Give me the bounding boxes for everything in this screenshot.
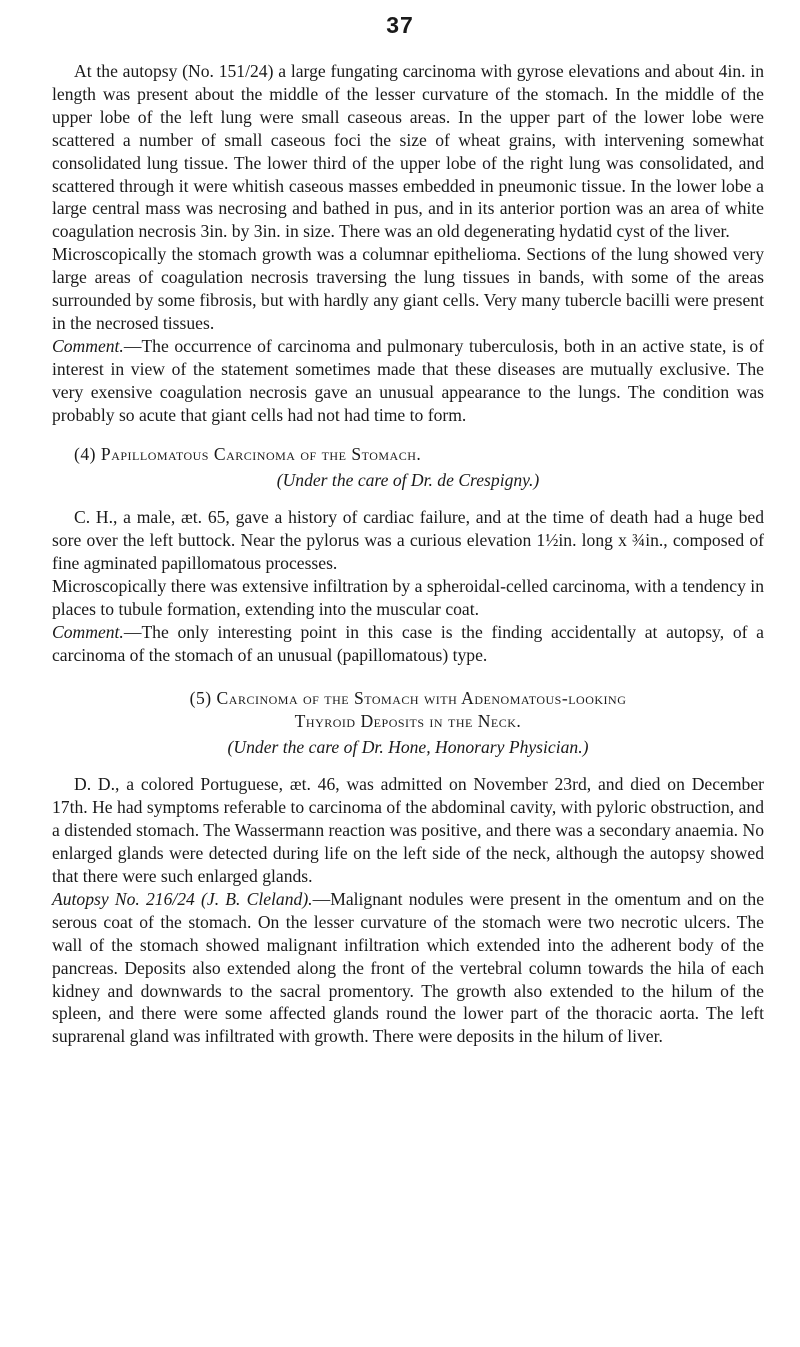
- section-5-autopsy-paragraph: [52, 888, 764, 1048]
- section-4-comment-paragraph: [52, 621, 764, 667]
- section-4-comment-text: —The only interesting point in this case is the finding accidentally at autopsy, of a carcinoma of the stomach of an unusual (papillomatous) type.: [52, 621, 764, 665]
- section-4-heading: (4) Papillomatous Carcinoma of the Stomach.: [74, 443, 422, 464]
- section-5-case-paragraph: D. D., a colored Portuguese, æt. 46, was admitted on November 23rd, and died on December 17th. He had symptoms referable to carcinoma of the abdominal cavity, with pyloric obstruction, and a distended stomach. The Wassermann reaction was positive, and there was a secondary anaemia. No enlarged glands were detected during life on the left side of the neck, although the autopsy showed that there were such enlarged glands.: [52, 774, 764, 886]
- section-5-care-line: (Under the care of Dr. Hone, Honorary Physician.): [227, 737, 589, 758]
- section-5-autopsy-label: Autopsy No. 216/24 (J. B. Cleland).: [52, 888, 313, 909]
- comment-text: —The occurrence of carcinoma and pulmonary tuberculosis, both in an active state, is of interest in view of the statement sometimes made that these diseases are mutually exclusive. The very exensive coagulation necrosis gave an unusual appearance to the lungs. The condition was probably so acute that giant cells had not had time to form.: [52, 335, 764, 425]
- section-4-care-line: (Under the care of Dr. de Crespigny.): [276, 470, 540, 491]
- section-5-heading: [52, 687, 764, 733]
- document-body: [52, 60, 764, 1048]
- comment-label: Comment.: [52, 335, 124, 356]
- section-4-microscopic-paragraph: Microscopically there was extensive infiltration by a spheroidal-celled carcinoma, with a tendency in places to tubule formation, extending into the muscular coat.: [52, 576, 764, 619]
- microscopic-paragraph: Microscopically the stomach growth was a columnar epithelioma. Sections of the lung showed very large areas of coagulation necrosis traversing the lung tissues in bands, with some of the areas surrounded by some fibrosis, but with hardly any giant cells. Very many tubercle bacilli were present in the necrosed tissues.: [52, 244, 764, 333]
- section-5-heading-line-1: (5) Carcinoma of the Stomach with Adenomatous-looking: [189, 687, 627, 708]
- section-5-heading-line-2: Thyroid Deposits in the Neck.: [294, 710, 522, 731]
- comment-paragraph: [52, 335, 764, 427]
- section-5-autopsy-text: —Malignant nodules were present in the omentum and on the serous coat of the stomach. On the lesser curvature of the stomach were two necrotic ulcers. The wall of the stomach showed malignant infiltration which extended into the adherent body of the pancreas. Deposits also extended along the front of the vertebral column towards the hila of each kidney and downwards to the sacral promentory. The growth also extended to the hilum of the spleen, and there were some affected glands round the lower part of the thoracic aorta. The left suprarenal gland was infiltrated with growth. There were deposits in the hilum of liver.: [52, 888, 765, 1047]
- section-4-comment-label: Comment.: [52, 621, 124, 642]
- page-number: 37: [386, 12, 414, 38]
- section-4-case-paragraph: C. H., a male, æt. 65, gave a history of cardiac failure, and at the time of death had a huge bed sore over the left buttock. Near the pylorus was a curious elevation 1½in. long x ¾in., composed of fine agminated papillomatous processes.: [52, 507, 764, 574]
- autopsy-paragraph: At the autopsy (No. 151/24) a large fungating carcinoma with gyrose elevations and about 4in. in length was present about the middle of the lesser curvature of the stomach. In the middle of the upper lobe of the left lung were small caseous areas. In the upper part of the lower lobe were scattered a number of small caseous foci the size of wheat grains, with intervening somewhat consolidated lung tissue. The lower third of the upper lobe of the right lung was consolidated, and scattered through it were whitish caseous masses embedded in pneumonic tissue. In the lower lobe a large central mass was necrosing and bathed in pus, and in its anterior portion was an area of white coagulation necrosis 3in. by 3in. in size. There was an old degenerating hydatid cyst of the liver.: [52, 61, 764, 242]
